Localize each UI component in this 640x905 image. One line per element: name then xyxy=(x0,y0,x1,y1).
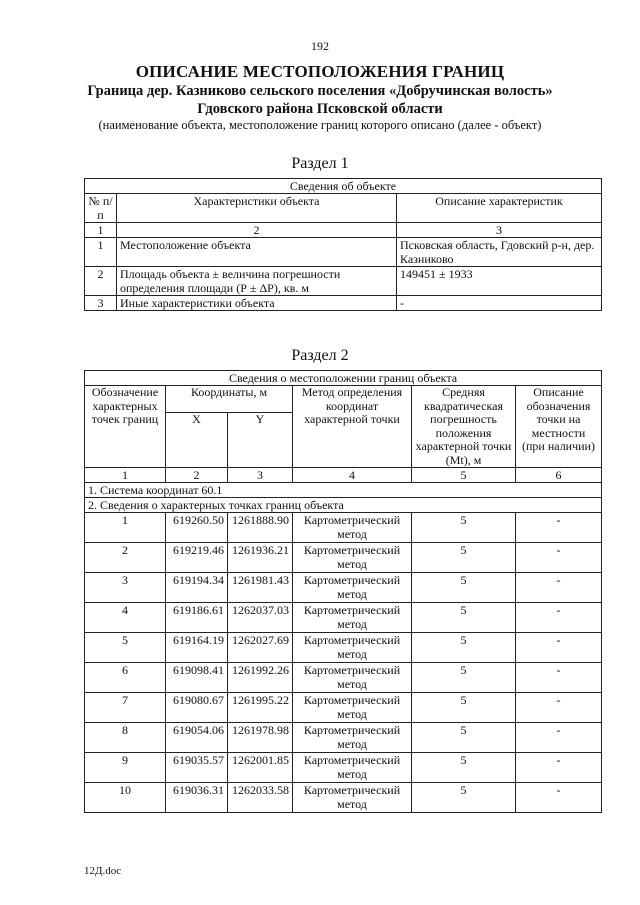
point-description: - xyxy=(516,783,602,813)
point-x: 619186.61 xyxy=(166,603,228,633)
row-num: 1 xyxy=(85,238,117,267)
point-y: 1261995.22 xyxy=(228,693,293,723)
table-row xyxy=(85,753,602,783)
point-x: 619260.50 xyxy=(166,513,228,543)
point-mt: 5 xyxy=(412,783,516,813)
point-y: 1261992.26 xyxy=(228,663,293,693)
points-caption: 2. Сведения о характерных точках границ объекта xyxy=(85,498,602,513)
object-info-caption: Сведения об объекте xyxy=(85,179,602,194)
point-mt: 5 xyxy=(412,543,516,573)
point-id: 7 xyxy=(85,693,166,723)
coordinate-system: 1. Система координат 60.1 xyxy=(85,483,602,498)
point-method: Картометрический метод xyxy=(293,783,412,813)
col-number: 3 xyxy=(397,223,602,238)
footer-filename: 12Д.doc xyxy=(84,865,122,877)
table-row xyxy=(85,723,602,753)
table-row xyxy=(85,693,602,723)
point-y: 1262027.69 xyxy=(228,633,293,663)
point-method: Картометрический метод xyxy=(293,633,412,663)
point-id: 8 xyxy=(85,723,166,753)
point-mt: 5 xyxy=(412,753,516,783)
point-description: - xyxy=(516,513,602,543)
col-number: 6 xyxy=(516,468,602,483)
col-header-coords: Координаты, м xyxy=(166,386,293,413)
point-method: Картометрический метод xyxy=(293,753,412,783)
document-subtitle-line1: Граница дер. Казниково сельского поселения «Добручинская волость» xyxy=(87,83,553,99)
point-x: 619098.41 xyxy=(166,663,228,693)
point-y: 1261936.21 xyxy=(228,543,293,573)
col-header-point-description: Описание обозначения точки на местности (при наличии) xyxy=(516,386,602,468)
section2-title: Раздел 2 xyxy=(291,347,349,364)
row-characteristic: Иные характеристики объекта xyxy=(117,296,397,311)
point-id: 9 xyxy=(85,753,166,783)
point-x: 619219.46 xyxy=(166,543,228,573)
point-x: 619194.34 xyxy=(166,573,228,603)
point-method: Картометрический метод xyxy=(293,663,412,693)
point-id: 6 xyxy=(85,663,166,693)
table-row xyxy=(85,783,602,813)
table-row xyxy=(85,513,602,543)
point-x: 619164.19 xyxy=(166,633,228,663)
col-number: 2 xyxy=(117,223,397,238)
point-y: 1261888.90 xyxy=(228,513,293,543)
col-header-x: X xyxy=(166,413,228,468)
point-x: 619054.06 xyxy=(166,723,228,753)
table-row xyxy=(85,296,602,311)
col-number: 2 xyxy=(166,468,228,483)
table-row xyxy=(85,238,602,267)
point-id: 5 xyxy=(85,633,166,663)
point-description: - xyxy=(516,663,602,693)
point-id: 10 xyxy=(85,783,166,813)
point-method: Картометрический метод xyxy=(293,573,412,603)
point-description: - xyxy=(516,693,602,723)
point-mt: 5 xyxy=(412,723,516,753)
document-subtitle-line2: Гдовского района Псковской области xyxy=(197,101,443,117)
point-id: 2 xyxy=(85,543,166,573)
document-note: (наименование объекта, местоположение границ которого описано (далее - объект) xyxy=(98,118,542,132)
points-body xyxy=(85,513,602,813)
point-y: 1262001.85 xyxy=(228,753,293,783)
point-mt: 5 xyxy=(412,573,516,603)
point-mt: 5 xyxy=(412,633,516,663)
point-method: Картометрический метод xyxy=(293,513,412,543)
col-number: 5 xyxy=(412,468,516,483)
point-mt: 5 xyxy=(412,693,516,723)
row-description: 149451 ± 1933 xyxy=(397,267,602,296)
col-header-y: Y xyxy=(228,413,293,468)
object-info-table xyxy=(84,178,602,311)
table-row xyxy=(85,663,602,693)
page-number: 192 xyxy=(311,39,329,53)
row-num: 2 xyxy=(85,267,117,296)
col-header-designation: Обозначение характерных точек границ xyxy=(85,386,166,468)
point-x: 619080.67 xyxy=(166,693,228,723)
point-y: 1261981.43 xyxy=(228,573,293,603)
point-y: 1262033.58 xyxy=(228,783,293,813)
col-header-description: Описание характеристик xyxy=(397,194,602,223)
point-mt: 5 xyxy=(412,603,516,633)
boundary-caption: Сведения о местоположении границ объекта xyxy=(85,371,602,386)
point-x: 619035.57 xyxy=(166,753,228,783)
section1-title: Раздел 1 xyxy=(291,155,349,172)
col-header-characteristics: Характеристики объекта xyxy=(117,194,397,223)
row-description: - xyxy=(397,296,602,311)
point-x: 619036.31 xyxy=(166,783,228,813)
col-number: 4 xyxy=(293,468,412,483)
table-row xyxy=(85,603,602,633)
col-header-error: Средняя квадратическая погрешность положения характерной точки (Mt), м xyxy=(412,386,516,468)
row-characteristic: Местоположение объекта xyxy=(117,238,397,267)
point-description: - xyxy=(516,573,602,603)
col-number: 3 xyxy=(228,468,293,483)
point-description: - xyxy=(516,603,602,633)
col-number: 1 xyxy=(85,223,117,238)
document-title: ОПИСАНИЕ МЕСТОПОЛОЖЕНИЯ ГРАНИЦ xyxy=(135,62,505,81)
table-row xyxy=(85,633,602,663)
point-id: 1 xyxy=(85,513,166,543)
table-row xyxy=(85,573,602,603)
point-method: Картометрический метод xyxy=(293,693,412,723)
point-description: - xyxy=(516,633,602,663)
point-mt: 5 xyxy=(412,663,516,693)
point-id: 3 xyxy=(85,573,166,603)
point-method: Картометрический метод xyxy=(293,603,412,633)
point-id: 4 xyxy=(85,603,166,633)
point-y: 1262037.03 xyxy=(228,603,293,633)
point-description: - xyxy=(516,723,602,753)
table-row xyxy=(85,543,602,573)
point-method: Картометрический метод xyxy=(293,543,412,573)
point-description: - xyxy=(516,753,602,783)
col-header-num: № п/п xyxy=(85,194,117,223)
point-description: - xyxy=(516,543,602,573)
point-y: 1261978.98 xyxy=(228,723,293,753)
row-characteristic: Площадь объекта ± величина погрешности определения площади (Р ± ΔР), кв. м xyxy=(117,267,397,296)
col-header-method: Метод определения координат характерной точки xyxy=(293,386,412,468)
table-row xyxy=(85,267,602,296)
row-description: Псковская область, Гдовский р-н, дер. Казниково xyxy=(397,238,602,267)
boundary-points-table xyxy=(84,370,602,813)
row-num: 3 xyxy=(85,296,117,311)
point-mt: 5 xyxy=(412,513,516,543)
col-number: 1 xyxy=(85,468,166,483)
point-method: Картометрический метод xyxy=(293,723,412,753)
